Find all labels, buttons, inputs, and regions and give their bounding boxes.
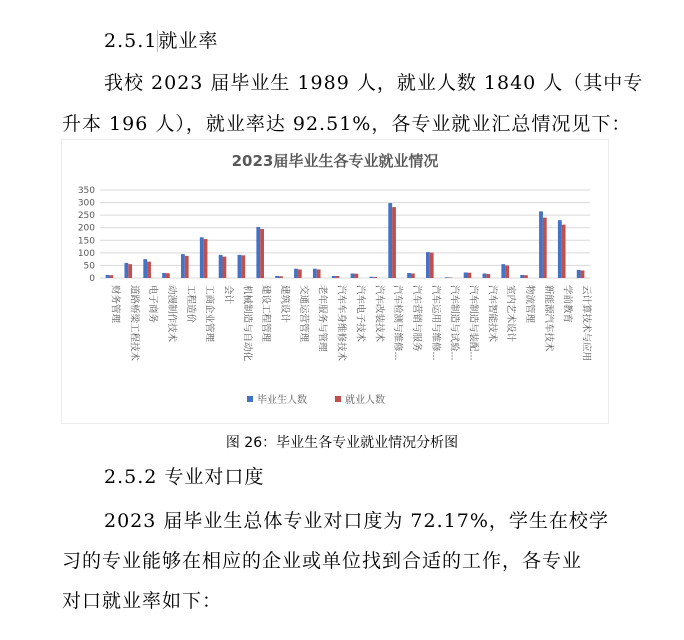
bar-employed	[260, 229, 264, 278]
legend-swatch	[335, 396, 341, 402]
x-tick-label: 老年服务与管理	[316, 285, 328, 352]
x-tick-label: 交通运营管理	[297, 285, 309, 343]
bar-graduates	[275, 276, 279, 278]
bar-employed	[524, 275, 528, 278]
y-tick-label: 350	[77, 186, 95, 196]
bar-employed	[185, 256, 189, 278]
section-number: 2.5.1	[104, 30, 158, 52]
bar-employed	[166, 273, 170, 278]
bar-graduates	[200, 237, 204, 278]
section-number: 2.5.2	[104, 466, 158, 488]
x-tick-label: 汽车车身维修技术	[335, 285, 347, 362]
bar-graduates	[483, 273, 487, 278]
bar-graduates	[369, 277, 373, 278]
bar-graduates	[256, 227, 260, 278]
x-tick-label: 汽车电子技术	[354, 285, 366, 343]
figure-caption: 图 26：毕业生各专业就业情况分析图	[225, 435, 459, 451]
bar-graduates	[181, 254, 185, 278]
x-tick-label: 汽车营销与服务	[410, 285, 422, 352]
x-tick-label: 会计	[222, 285, 234, 305]
bar-graduates	[351, 273, 355, 278]
bar-employed	[336, 276, 340, 278]
bar-graduates	[143, 259, 147, 278]
bar-employed	[279, 276, 283, 278]
x-tick-label: 机械制造与自动化	[241, 285, 253, 362]
bar-graduates	[520, 275, 524, 278]
x-tick-label: 汽车运用与维修...	[429, 285, 441, 361]
x-tick-label: 汽车制造与试验...	[448, 285, 460, 361]
x-tick-label: 汽车智能技术	[486, 285, 498, 343]
y-tick-label: 250	[77, 211, 95, 222]
chart-canvas	[62, 140, 608, 423]
bar-employed	[486, 274, 490, 278]
bar-graduates	[464, 272, 468, 278]
legend-label: 毕业生人数	[257, 395, 307, 406]
bar-employed	[204, 239, 208, 278]
x-tick-label: 学前教育	[561, 285, 573, 324]
chart-title: 2023届毕业生各专业就业情况	[231, 152, 439, 170]
x-tick-label: 工商企业管理	[203, 285, 215, 343]
x-tick-label: 道路桥梁工程技术	[128, 285, 140, 362]
bar-employed	[373, 277, 377, 278]
bar-employed	[128, 264, 132, 278]
legend-swatch	[247, 396, 253, 402]
y-tick-label: 200	[77, 223, 95, 234]
section-heading-252	[104, 462, 264, 489]
paragraph-line: 习的专业能够在相应的企业或单位找到合适的工作，各专业	[62, 550, 583, 572]
bar-graduates	[332, 276, 336, 278]
bar-graduates	[238, 255, 242, 278]
paragraph-line: 对口就业率如下：	[62, 590, 223, 612]
bar-employed	[468, 273, 472, 278]
bar-employed	[581, 270, 585, 278]
x-tick-label: 新能源汽车技术	[542, 285, 554, 352]
bar-employed	[354, 274, 358, 278]
bar-graduates	[388, 203, 392, 278]
bar-employed	[298, 269, 302, 278]
bar-graduates	[539, 211, 543, 278]
bar-graduates	[313, 269, 317, 278]
x-tick-label: 汽车改装技术	[373, 285, 385, 343]
bar-employed	[109, 275, 113, 278]
section-title: 就业率	[158, 30, 219, 52]
section-title: 专业对口度	[164, 466, 265, 488]
bar-employed	[147, 262, 151, 278]
bar-employed	[223, 257, 227, 278]
x-tick-label: 电子商务	[147, 285, 159, 324]
y-tick-label: 0	[89, 274, 95, 284]
x-tick-label: 财务管理	[109, 285, 121, 324]
bar-employed	[505, 265, 509, 278]
bar-employed	[241, 255, 245, 278]
bar-graduates	[426, 252, 430, 278]
bar-graduates	[501, 264, 505, 278]
x-tick-label: 物流管理	[524, 285, 536, 324]
bar-employed	[411, 273, 415, 278]
paragraph-line: 我校 2023 届毕业生 1989 人，就业人数 1840 人（其中专	[104, 72, 644, 94]
bar-graduates	[407, 273, 411, 278]
x-tick-label: 云计算技术与应用	[580, 285, 592, 362]
x-tick-label: 动漫制作技术	[165, 285, 177, 343]
section-heading-251	[104, 26, 218, 53]
bar-employed	[430, 253, 434, 278]
bar-employed	[562, 225, 566, 278]
bar-employed	[317, 269, 321, 278]
employment-chart	[62, 140, 608, 423]
x-tick-label: 室内艺术设计	[505, 285, 517, 343]
y-tick-label: 300	[77, 198, 95, 209]
bar-employed	[543, 218, 547, 278]
bar-graduates	[558, 220, 562, 278]
paragraph-line: 升本 196 人），就业率达 92.51%，各专业就业汇总情况见下：	[62, 113, 632, 135]
bar-graduates	[124, 263, 128, 278]
bar-graduates	[445, 277, 449, 278]
y-tick-label: 100	[77, 248, 95, 259]
bar-graduates	[162, 273, 166, 278]
bar-employed	[449, 277, 453, 278]
x-tick-label: 汽车检测与维修...	[392, 285, 404, 361]
bar-graduates	[577, 270, 581, 278]
y-tick-label: 50	[83, 261, 95, 272]
legend-label: 就业人数	[345, 395, 385, 406]
x-tick-label: 汽车制造与装配...	[467, 285, 479, 361]
bar-graduates	[294, 269, 298, 278]
bar-employed	[392, 207, 396, 278]
x-tick-label: 建设工程管理	[260, 285, 272, 343]
y-tick-label: 150	[77, 236, 95, 247]
paragraph-line: 2023 届毕业生总体专业对口度为 72.17%，学生在校学	[104, 510, 609, 532]
bar-graduates	[219, 255, 223, 278]
x-tick-label: 建筑设计	[279, 285, 291, 324]
bar-graduates	[106, 275, 110, 278]
x-tick-label: 工程造价	[184, 285, 196, 324]
